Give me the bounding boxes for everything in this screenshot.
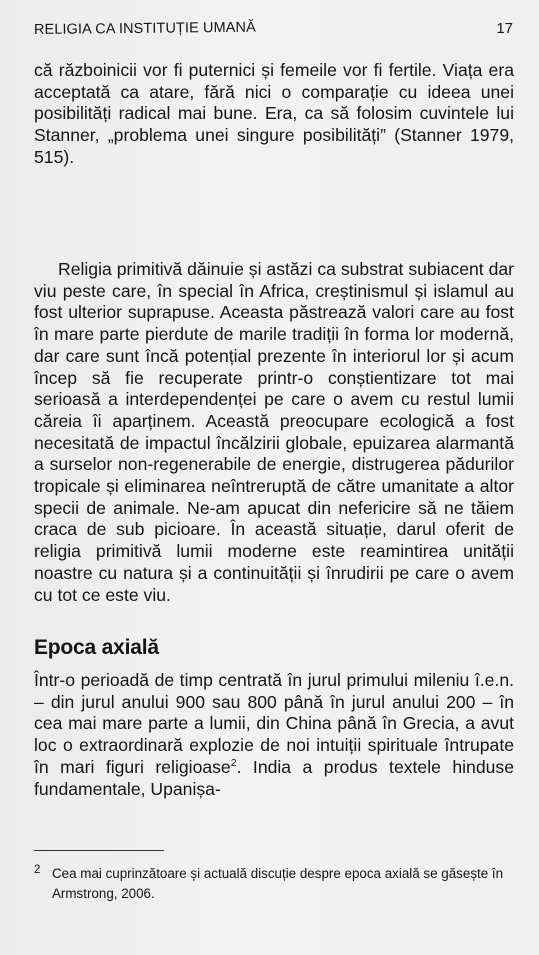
page-header	[33, 19, 513, 46]
footnote-text: Cea mai cuprinzătoare și actuală discuție despre epoca axială se găsește în Armstrong, 2006.	[52, 866, 504, 901]
footnote	[34, 860, 514, 904]
paragraph-axial-age	[34, 670, 514, 800]
section-heading: Epoca axială	[34, 636, 159, 659]
footnote-entry	[34, 860, 514, 904]
paragraph-axial-age-end: . India a produs textele hinduse fundamentale, Upanișa-	[34, 756, 514, 799]
footnote-reference[interactable]: 2	[230, 756, 237, 769]
body-paragraph-2	[34, 259, 514, 606]
page-number: 17	[496, 20, 513, 37]
paragraph-continued: că războinicii vor fi puternici și femeile vor fi fertile. Viața era acceptată ca atare, fără nici o comparație cu ideea unei posibilități radical mai bune. Era, ca să folosim cuvintele lui Stanner, „problema unei singure posibilități” (Stanner 1979, 515).	[34, 60, 514, 167]
body-paragraph-3	[34, 670, 514, 800]
footnote-mark: 2	[34, 864, 41, 876]
paragraph-axial-age-text: Într-o perioadă de timp centrată în jurul primului mileniu î.e.n. – din jurul anului 900 sau 800 până în jurul anului 200 – în cea mai mare parte a lumii, din China până în Grecia, a avut loc o extraordinară explozie de noi intuiții spirituale întrupate în mari figuri religioase	[34, 670, 514, 777]
paragraph-primitive-religion: Religia primitivă dăinuie și astăzi ca substrat subiacent dar viu peste care, în special în Africa, creștinismul și islamul au fost ulterior suprapuse. Aceasta păstrează valori care au fost în mare parte pierdute de marile tradiții în forma lor modernă, dar care sunt încă potențial prezente în interiorul lor și acum încep să fie recuperate printr-o conștientizare tot mai serioasă a interdependenței pe care o avem cu restul lumii căreia îi aparținem. Această preocupare ecologică a fost necesitată de impactul încălzirii globale, epuizarea alarmantă a surselor non-regenerabile de energie, distrugerea pădurilor tropicale și eliminarea neîntreruptă de către umanitate a altor specii de animale. Ne-am apucat din nefericire să ne tăiem craca de sub picioare. În această situație, darul oferit de religia primitivă lumii moderne este reamintirea unității noastre cu natura și a continuității și înrudirii pe care o avem cu tot ce este viu.	[34, 259, 514, 605]
footnote-divider	[34, 850, 164, 851]
running-head: RELIGIA CA INSTITUȚIE UMANĂ	[33, 19, 256, 38]
body-paragraph-1	[34, 60, 514, 169]
